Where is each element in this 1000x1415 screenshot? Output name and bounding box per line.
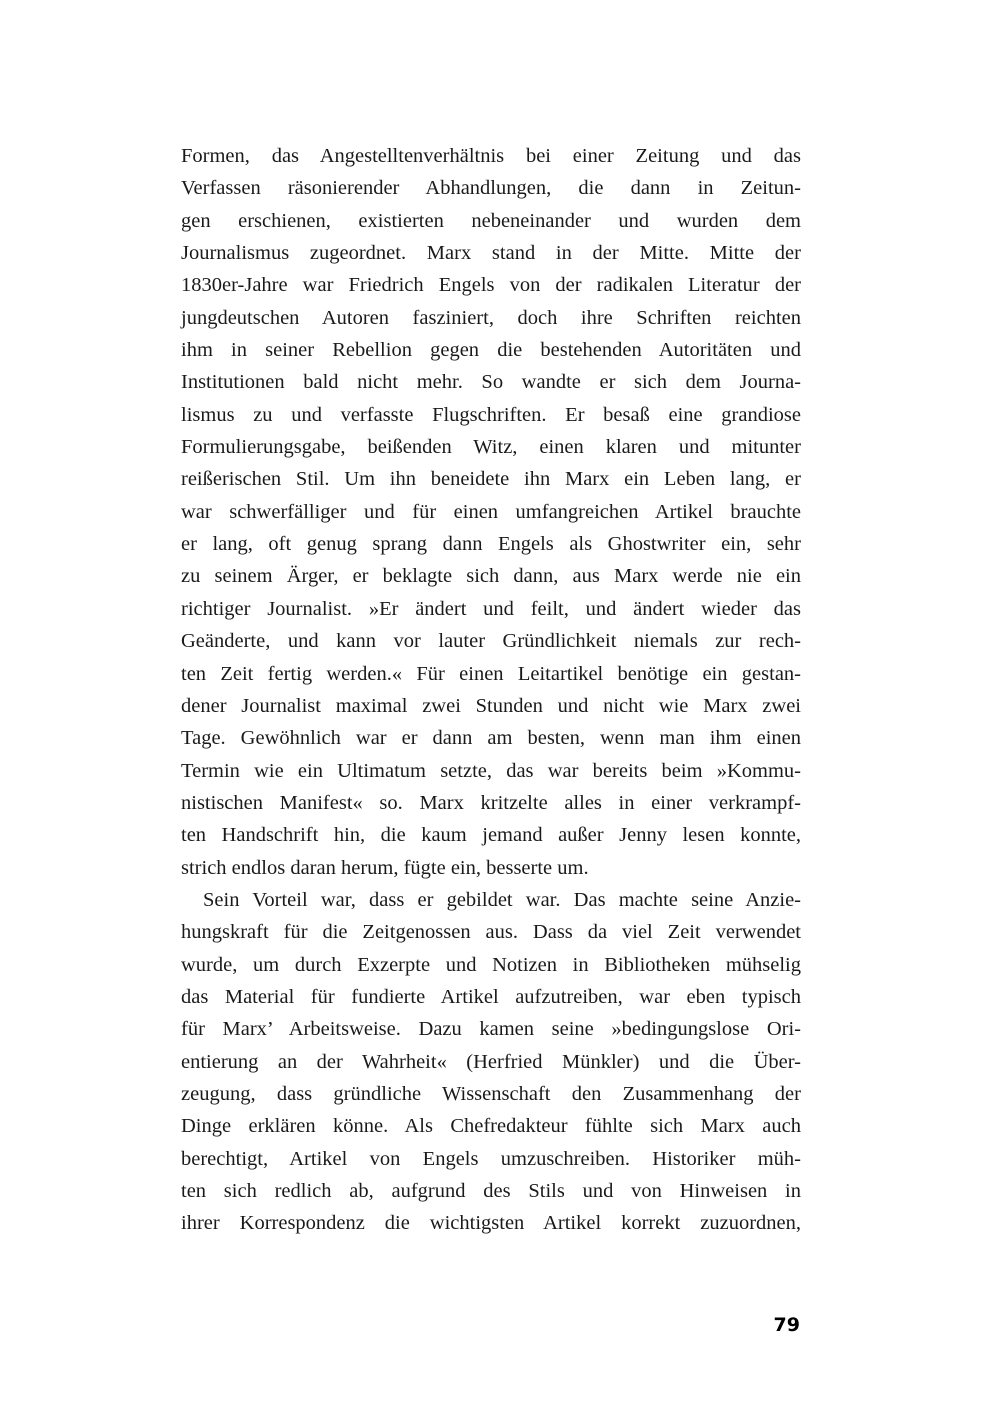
text-line: strich endlos daran herum, fügte ein, besserte um. [181, 856, 589, 879]
text-line: lismus zu und verfasste Flugschriften. Er besaß eine grandiose [181, 403, 801, 426]
text-line: nistischen Manifest« so. Marx kritzelte alles in einer verkrampf- [181, 791, 801, 814]
text-line: war schwerfälliger und für einen umfangreichen Artikel brauchte [181, 500, 801, 523]
text-line: hungskraft für die Zeitgenossen aus. Dass da viel Zeit verwendet [181, 921, 801, 944]
paragraph [181, 884, 801, 1240]
paragraphs [181, 140, 801, 1240]
text-line: reißerischen Stil. Um ihn beneidete ihn Marx ein Leben lang, er [181, 468, 801, 491]
text-line: zu seinem Ärger, er beklagte sich dann, aus Marx werde nie ein [181, 565, 801, 588]
text-line: ihrer Korrespondenz die wichtigsten Artikel korrekt zuzuordnen, [181, 1212, 801, 1235]
text-line: entierung an der Wahrheit« (Herfried Münkler) und die Über- [181, 1050, 801, 1073]
text-line: Tage. Gewöhnlich war er dann am besten, wenn man ihm einen [181, 727, 801, 750]
text-line: 1830er-Jahre war Friedrich Engels von der radikalen Literatur der [181, 274, 801, 297]
text-line: gen erschienen, existierten nebeneinander und wurden dem [181, 209, 801, 232]
text-line: er lang, oft genug sprang dann Engels als Ghostwriter ein, sehr [181, 533, 801, 556]
paragraph [181, 140, 801, 884]
text-line: Termin wie ein Ultimatum setzte, das war bereits beim »Kommu- [181, 759, 801, 782]
text-line: Verfassen räsonierender Abhandlungen, die dann in Zeitun- [181, 177, 801, 200]
text-line: berechtigt, Artikel von Engels umzuschreiben. Historiker müh- [181, 1147, 801, 1170]
text-line: Journalismus zugeordnet. Marx stand in der Mitte. Mitte der [181, 242, 801, 265]
text-line: ten Zeit fertig werden.« Für einen Leitartikel benötige ein gestan- [181, 662, 801, 685]
text-line: ten sich redlich ab, aufgrund des Stils und von Hinweisen in [181, 1180, 801, 1202]
text-line: für Marx’ Arbeitsweise. Dazu kamen seine »bedingungslose Ori- [181, 1018, 801, 1041]
text-line: Formen, das Angestelltenverhältnis bei einer Zeitung und das [181, 145, 801, 167]
body-text [181, 140, 801, 1240]
text-line: ten Handschrift hin, die kaum jemand außer Jenny lesen konnte, [181, 824, 801, 847]
text-line: Institutionen bald nicht mehr. So wandte er sich dem Journa- [181, 371, 801, 394]
text-line: Dinge erklären könne. Als Chefredakteur fühlte sich Marx auch [181, 1115, 801, 1138]
text-line: Geänderte, und kann vor lauter Gründlichkeit niemals zur rech- [181, 630, 801, 653]
text-line: Sein Vorteil war, dass er gebildet war. Das machte seine Anzie- [203, 888, 801, 911]
page-number: 79 [773, 1314, 800, 1336]
text-line: ihm in seiner Rebellion gegen die bestehenden Autoritäten und [181, 339, 801, 362]
text-line: jungdeutschen Autoren fasziniert, doch ihre Schriften reichten [181, 306, 801, 329]
text-line: zeugung, dass gründliche Wissenschaft den Zusammenhang der [181, 1082, 801, 1105]
text-line: das Material für fundierte Artikel aufzutreiben, war eben typisch [181, 985, 801, 1008]
text-line: Formulierungsgabe, beißenden Witz, einen klaren und mitunter [181, 436, 801, 459]
text-line: dener Journalist maximal zwei Stunden und nicht wie Marx zwei [181, 694, 801, 717]
text-line: wurde, um durch Exzerpte und Notizen in Bibliotheken mühselig [181, 953, 801, 976]
text-line: richtiger Journalist. »Er ändert und feilt, und ändert wieder das [181, 597, 801, 620]
